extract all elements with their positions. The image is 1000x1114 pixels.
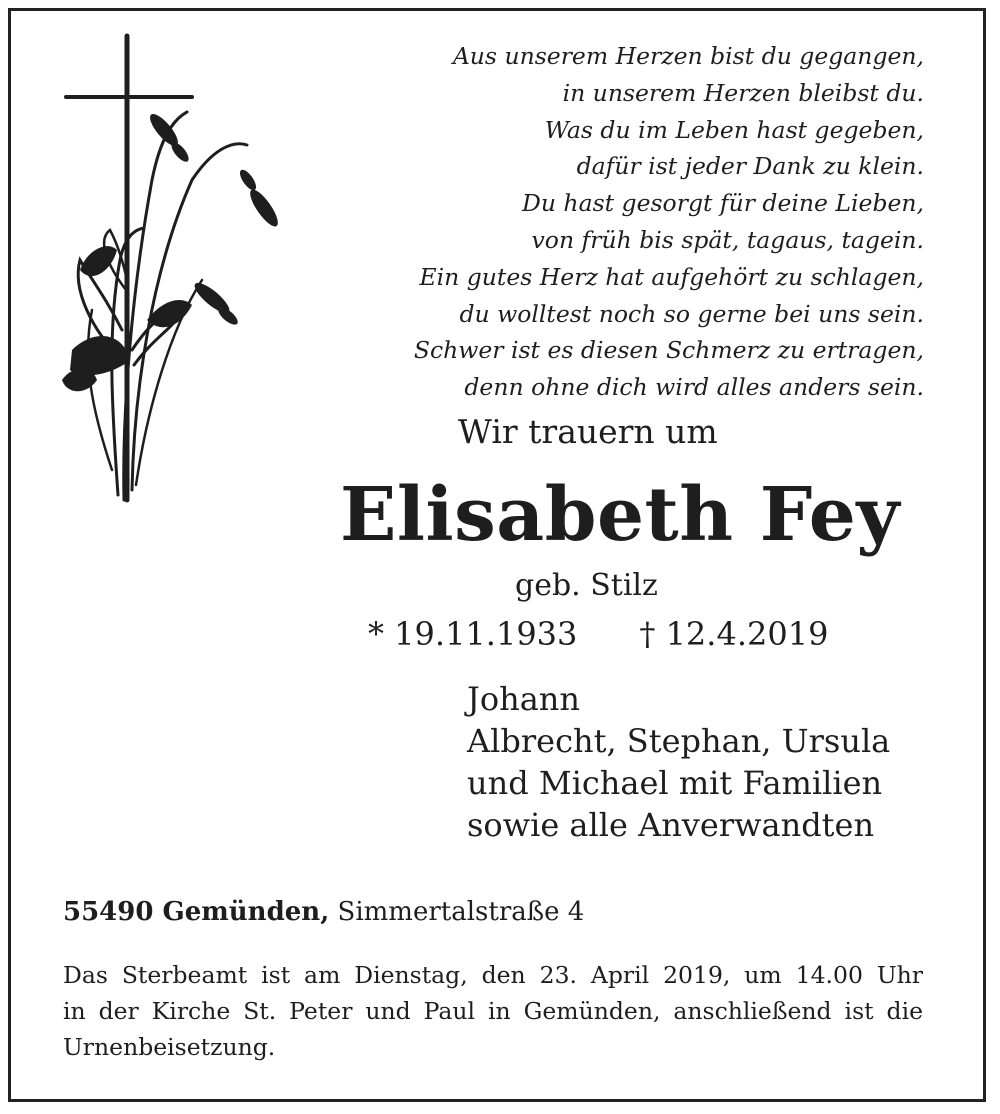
notice-line: Urnenbeisetzung.	[63, 1033, 276, 1061]
funeral-notice	[63, 957, 923, 1065]
mourner-line: Albrecht, Stephan, Ursula	[467, 722, 891, 760]
deceased-name: Elisabeth Fey	[340, 472, 900, 558]
notice-line: Das Sterbeamt ist am Dienstag, den 23. April 2019, um 14.00 Uhr	[63, 961, 923, 989]
mourner-line: und Michael mit Familien	[467, 764, 883, 802]
birth-date: * 19.11.1933	[368, 615, 578, 653]
mourner-line: sowie alle Anverwandten	[467, 806, 875, 844]
poem	[364, 38, 924, 406]
cross-with-wheat-icon	[52, 30, 292, 510]
mourning-intro: Wir trauern um	[458, 412, 718, 451]
poem-line: Du hast gesorgt für deine Lieben,	[521, 189, 924, 218]
poem-line: Aus unserem Herzen bist du gegangen,	[452, 42, 924, 70]
poem-line: Ein gutes Herz hat aufgehört zu schlagen,	[419, 262, 924, 291]
poem-line: von früh bis spät, tagaus, tagein.	[531, 225, 924, 254]
poem-line: dafür ist jeder Dank zu klein.	[576, 152, 924, 181]
notice-line: in der Kirche St. Peter und Paul in Gemünden, anschließend ist die	[63, 997, 923, 1025]
maiden-name: geb. Stilz	[515, 568, 658, 603]
poem-line: du wolltest noch so gerne bei uns sein.	[459, 299, 924, 328]
family-address	[63, 897, 584, 927]
mourner-line: Johann	[467, 680, 580, 718]
poem-line: Was du im Leben hast gegeben,	[544, 115, 924, 144]
life-dates	[368, 615, 828, 653]
poem-line: Schwer ist es diesen Schmerz zu ertragen,	[413, 336, 924, 365]
poem-line: denn ohne dich wird alles anders sein.	[464, 373, 924, 402]
poem-line: in unserem Herzen bleibst du.	[562, 78, 924, 107]
address-street: Simmertalstraße 4	[337, 897, 585, 927]
address-city: 55490 Gemünden,	[63, 897, 330, 927]
mourners-list	[467, 678, 890, 846]
death-date: † 12.4.2019	[639, 615, 829, 653]
